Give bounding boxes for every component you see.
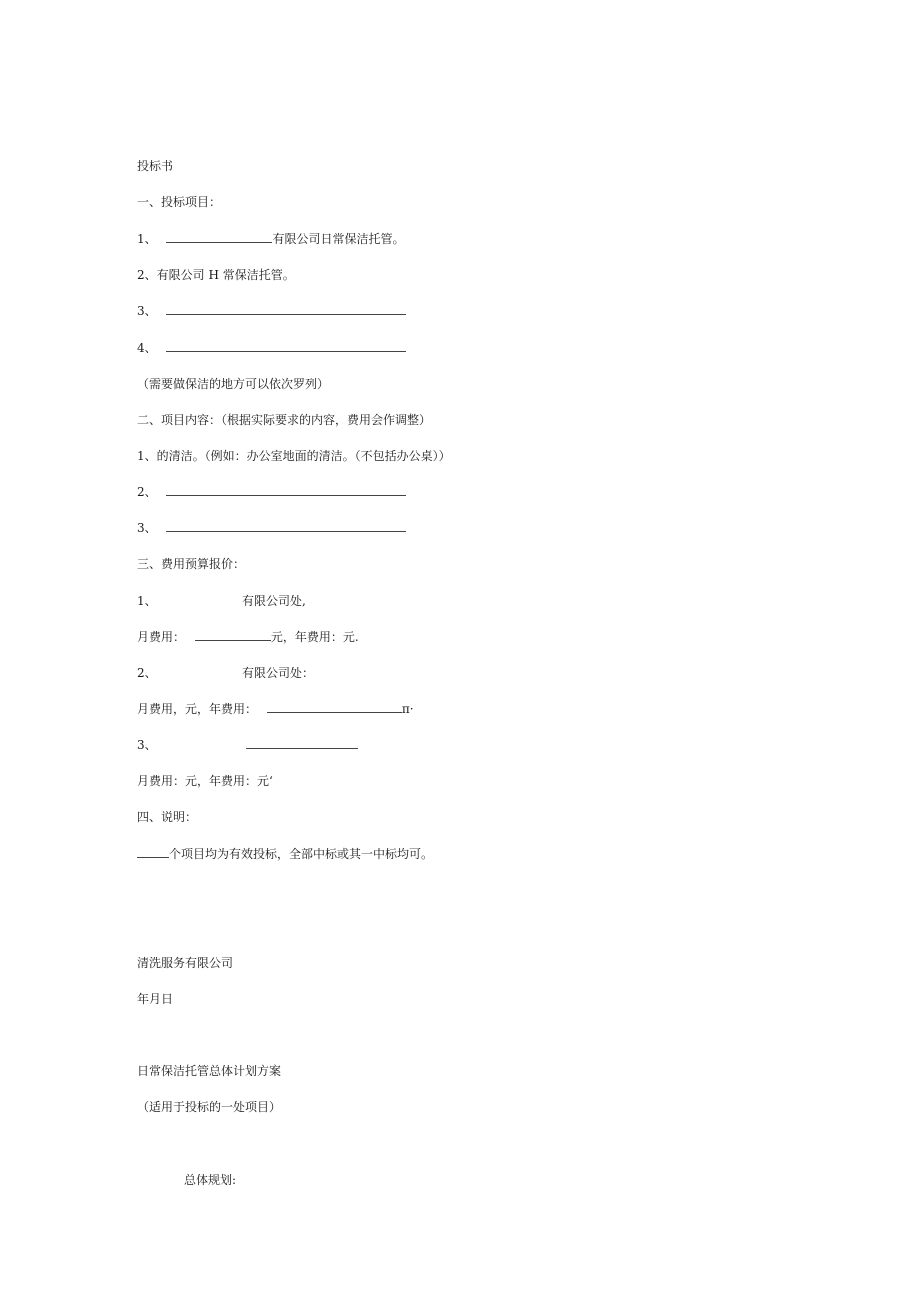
quote-2-fee (137, 701, 414, 717)
item-number: 3、 (137, 304, 157, 318)
section-1-heading: 一、投标项目： (137, 195, 222, 209)
signature-date: 年月日 (137, 992, 174, 1006)
fee-tail: π· (401, 702, 414, 716)
quote-1-company: 有限公司处, (242, 594, 306, 608)
fill-blank (166, 232, 272, 243)
plan-title: 日常保洁托管总体计划方案 (137, 1064, 282, 1078)
signature-company: 清洗服务有限公司 (137, 956, 234, 970)
quote-2-company: 有限公司处： (242, 666, 315, 680)
fill-blank (267, 702, 402, 713)
fill-blank (166, 341, 406, 352)
item-2-3 (137, 520, 406, 536)
section-2-heading: 二、项目内容：（根据实际要求的内容，费用会作调整） (137, 413, 432, 427)
item-number: 2、 (137, 485, 157, 499)
quote-1-number: 1、 (137, 594, 157, 608)
item-number: 1、 (137, 232, 157, 246)
fill-blank (195, 630, 271, 641)
quote-3-line (246, 737, 358, 753)
fill-blank (137, 847, 169, 858)
item-number: 4、 (137, 341, 157, 355)
quote-3-number: 3、 (137, 738, 157, 752)
item-number: 3、 (137, 521, 157, 535)
section-1-note: （需要做保洁的地方可以依次罗列） (137, 377, 330, 391)
fill-blank (246, 738, 358, 749)
item-1-3 (137, 303, 406, 319)
plan-subtitle: （适用于投标的一处项目） (137, 1100, 282, 1114)
fill-blank (166, 521, 406, 532)
fee-label: 月费用： (137, 630, 186, 644)
item-1-1 (137, 231, 404, 247)
section-4-heading: 四、说明： (137, 810, 198, 824)
quote-2-number: 2、 (137, 666, 157, 680)
item-1-2: 2、有限公司 H 常保洁托管。 (137, 268, 295, 282)
fill-blank (166, 485, 406, 496)
section-4-text (137, 846, 433, 862)
item-2-1: 1、的清洁。（例如：办公室地面的清洁。（不包括办公桌）） (137, 449, 451, 463)
plan-section-heading: 总体规划: (184, 1173, 237, 1187)
section-3-heading: 三、费用预算报价： (137, 557, 246, 571)
quote-3-fee: 月费用：元，年费用：元‘ (137, 774, 273, 788)
fee-text: 月费用，元，年费用： (137, 702, 258, 716)
fee-tail: 元，年费用：元. (270, 630, 359, 644)
quote-1-fee (137, 629, 359, 645)
item-2-2 (137, 484, 406, 500)
fill-blank (166, 304, 406, 315)
explanation-text: 个项目均为有效投标，全部中标或其一中标均可。 (169, 847, 434, 861)
doc-title: 投标书 (137, 159, 174, 173)
item-1-4 (137, 340, 406, 356)
item-text: 有限公司日常保洁托管。 (272, 232, 405, 246)
